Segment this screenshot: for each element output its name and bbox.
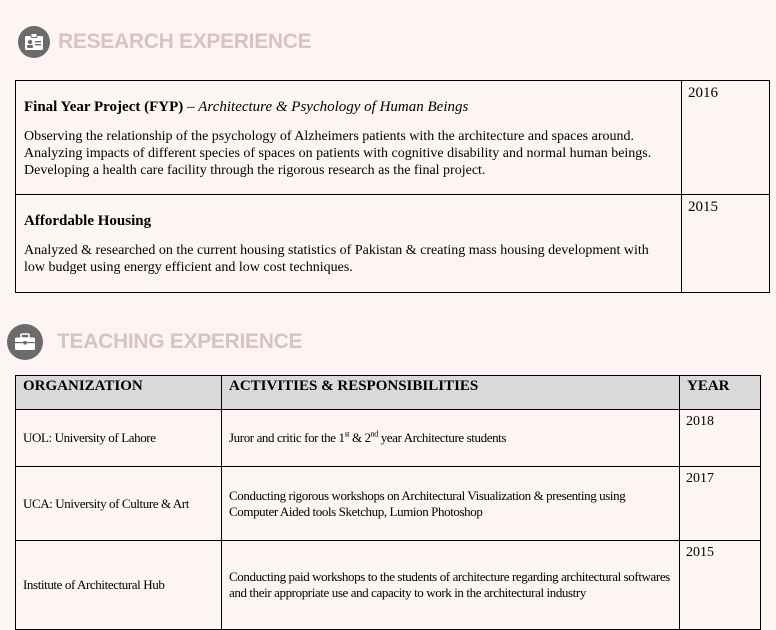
year-cell: 2018	[680, 410, 761, 467]
header-year: YEAR	[680, 376, 761, 410]
research-title: RESEARCH EXPERIENCE	[58, 30, 312, 53]
research-heading	[18, 26, 311, 58]
teaching-heading	[7, 324, 302, 360]
ordinal-suffix: nd	[370, 429, 378, 439]
teaching-title: TEACHING EXPERIENCE	[57, 330, 303, 353]
activities-cell: Conducting paid workshops to the students of architecture regarding architectural softwares and their appropriate use and capacity to work in the architectural industry	[222, 541, 680, 630]
year-cell: 2017	[680, 467, 761, 541]
organization-cell: UOL: University of Lahore	[16, 410, 222, 467]
entry-subtitle: Architecture & Psychology of Human Beings	[198, 99, 469, 115]
entry-description: Analyzed & researched on the current housing statistics of Pakistan & creating mass housing development with low budget using energy efficient and low cost techniques.	[24, 243, 649, 275]
header-activities: ACTIVITIES & RESPONSIBILITIES	[222, 376, 680, 410]
teaching-table	[15, 375, 761, 630]
activities-cell: Conducting rigorous workshops on Architectural Visualization & presenting using Computer Aided tools Sketchup, Lumion Photoshop	[222, 467, 680, 541]
research-row	[16, 195, 770, 293]
header-organization: ORGANIZATION	[16, 376, 222, 410]
entry-year: 2016	[682, 81, 770, 195]
year-cell: 2015	[680, 541, 761, 630]
id-card-icon	[18, 26, 50, 58]
activities-text: Juror and critic for the 1	[229, 430, 345, 445]
activities-cell	[222, 410, 680, 467]
entry-year: 2015	[682, 195, 770, 293]
activities-text: & 2	[349, 430, 371, 445]
organization-cell: Institute of Architectural Hub	[16, 541, 222, 630]
research-entry	[16, 195, 682, 293]
research-table	[15, 80, 770, 293]
entry-description: Observing the relationship of the psychology of Alzheimers patients with the architecture and spaces around. Analyzing impacts of different species of spaces on patients with cognitive disability and normal human beings. Developing a health care facility through the rigorous research as the final project.	[24, 129, 652, 178]
research-row	[16, 81, 770, 195]
organization-cell: UCA: University of Culture & Art	[16, 467, 222, 541]
activities-text: year Architecture students	[377, 430, 507, 445]
research-entry	[16, 81, 682, 195]
entry-separator: –	[183, 99, 199, 115]
table-row	[16, 467, 761, 541]
teaching-header-row	[16, 376, 761, 410]
briefcase-icon	[7, 324, 43, 360]
table-row	[16, 541, 761, 630]
table-row	[16, 410, 761, 467]
research-entry-title	[24, 99, 673, 116]
ordinal-suffix: st	[344, 429, 350, 439]
entry-title: Final Year Project (FYP)	[24, 99, 184, 115]
entry-title: Affordable Housing	[24, 213, 152, 229]
